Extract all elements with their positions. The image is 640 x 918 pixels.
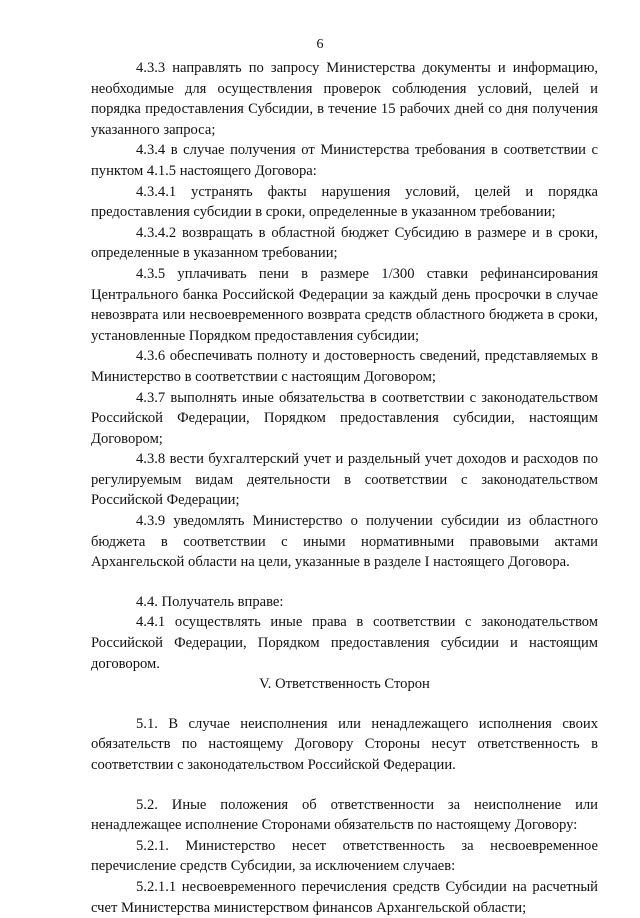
page-number: 6 <box>316 37 324 52</box>
clause-4-3-4: 4.3.4 в случае получения от Министерства требования в соответствии с пунктом 4.1.5 настоящего Договора: <box>91 142 598 179</box>
clause-4-3-6: 4.3.6 обеспечивать полноту и достоверность сведений, представляемых в Министерство в соответствии с настоящим Договором; <box>91 348 598 385</box>
clause-5-2-1: 5.2.1. Министерство несет ответственность за несвоевременное перечисление средств Субсидии, за исключением случаев: <box>91 837 598 875</box>
clause-4-4: 4.4. Получатель вправе: <box>136 593 284 610</box>
clause-4-3-5: 4.3.5 уплачивать пени в размере 1/300 ставки рефинансирования Центрального банка Российской Федерации за каждый день просрочки в случае невозврата или несвоевременного возврата средств областного бюджета в сроки, установленные Порядком предоставления субсидии; <box>91 265 598 344</box>
clause-4-3-9: 4.3.9 уведомлять Министерство о получении субсидии из областного бюджета в соответствии с иными нормативными правовыми актами Архангельской области на цели, указанные в разделе I настоящего Договора. <box>91 513 598 571</box>
clause-5-1: 5.1. В случае неисполнения или ненадлежащего исполнения своих обязательств по настоящему Договору Стороны несут ответственность в соответствии с законодательством Российской Федерации. <box>91 715 598 773</box>
clause-4-3-7: 4.3.7 выполнять иные обязательства в соответствии с законодательством Российской Федерации, Порядком предоставления субсидии, настоящим Договором; <box>91 389 598 447</box>
clause-4-3-3: 4.3.3 направлять по запросу Министерства документы и информацию, необходимые для осуществления проверок соблюдения условий, целей и порядка предоставления Субсидии, в течение 15 рабочих дней со дня получения указанного запроса; <box>91 60 598 138</box>
document-body <box>91 58 598 918</box>
clause-4-3-4-2: 4.3.4.2 возвращать в областной бюджет Субсидию в размере и в сроки, определенные в указанном требовании; <box>91 224 598 262</box>
clause-5-2: 5.2. Иные положения об ответственности за неисполнение или ненадлежащее исполнение Сторонами обязательств по настоящему Договору: <box>91 796 598 834</box>
clause-4-3-8: 4.3.8 вести бухгалтерский учет и раздельный учет доходов и расходов по регулируемым видам деятельности в соответствии с законодательством Российской Федерации; <box>91 451 598 509</box>
clause-4-3-4-1: 4.3.4.1 устранять факты нарушения условий, целей и порядка предоставления субсидии в сроки, определенные в указанном требовании; <box>91 183 598 221</box>
section-heading: V. Ответственность Сторон <box>259 676 430 693</box>
clause-5-2-1-1: 5.2.1.1 несвоевременного перечисления средств Субсидии на расчетный счет Министерства министерством финансов Архангельской области; <box>91 878 598 916</box>
clause-4-4-1: 4.4.1 осуществлять иные права в соответствии с законодательством Российской Федерации, Порядком предоставления субсидии и настоящим договором. <box>91 614 598 672</box>
